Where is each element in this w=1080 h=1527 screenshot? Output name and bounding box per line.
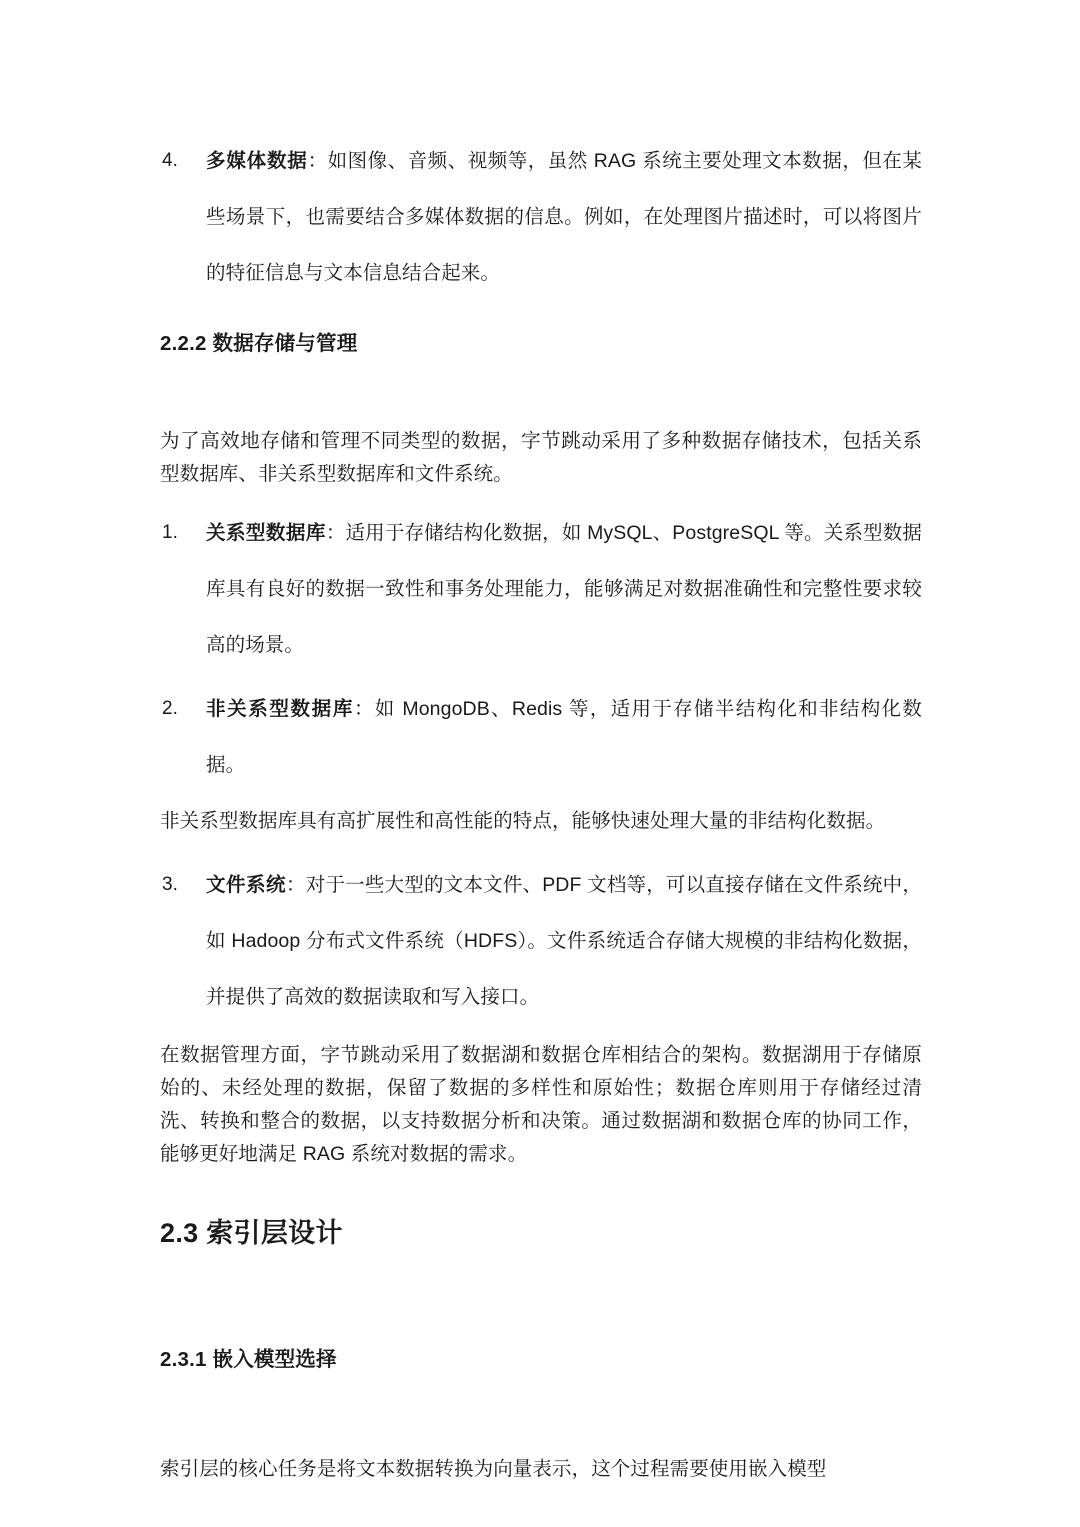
spacer: [160, 359, 922, 425]
top-spacer: [160, 0, 922, 133]
list-item: [160, 857, 922, 1025]
heading-2-3: 2.3 索引层设计: [160, 1218, 343, 1248]
list-item-term-3: 文件系统: [206, 874, 287, 896]
list-item-body-4: ：如图像、音频、视频等，虽然 RAG 系统主要处理文本数据，但在某些场景下，也需要结合多媒体数据的信息。例如，在处理图片描述时，可以将图片的特征信息与文本信息结合起来。: [206, 150, 922, 284]
list-item: [160, 681, 922, 793]
list-marker-1: 1.: [162, 522, 179, 543]
list-item: [160, 505, 922, 673]
list-item-term-4: 多媒体数据: [206, 150, 308, 172]
list-item: [160, 133, 922, 301]
spacer: [160, 849, 922, 857]
list-item-body-1: ：适用于存储结构化数据，如 MySQL、PostgreSQL 等。关系型数据库具有良好的数据一致性和事务处理能力，能够满足对数据准确性和完整性要求较高的场景。: [206, 522, 922, 656]
heading-2-3-1: 2.3.1 嵌入模型选择: [160, 1348, 337, 1371]
list-item-body-2: ：如 MongoDB、Redis 等，适用于存储半结构化和非结构化数据。: [206, 698, 922, 776]
list-item-body-3: ：对于一些大型的文本文件、PDF 文档等，可以直接存储在文件系统中，如 Hadoop 分布式文件系统（HDFS）。文件系统适合存储大规模的非结构化数据，并提供了高效的数据读取和写入接口。: [206, 874, 922, 1008]
spacer: [160, 673, 922, 681]
spacer: [160, 1375, 922, 1435]
list-marker-3: 3.: [162, 874, 179, 895]
paragraph-storage-intro: 为了高效地存储和管理不同类型的数据，字节跳动采用了多种数据存储技术，包括关系型数据库、非关系型数据库和文件系统。: [160, 430, 922, 485]
paragraph-index-intro: 索引层的核心任务是将文本数据转换为向量表示，这个过程需要使用嵌入模型: [160, 1458, 827, 1480]
list-marker-2: 2.: [162, 698, 179, 719]
spacer: [160, 1251, 922, 1311]
document-content: [160, 0, 922, 1486]
spacer: [160, 1171, 922, 1215]
list-item-term-2: 非关系型数据库: [206, 698, 354, 720]
spacer: [160, 1025, 922, 1039]
spacer: [160, 491, 922, 505]
spacer: [160, 301, 922, 329]
spacer: [160, 1311, 922, 1345]
paragraph-data-management: 在数据管理方面，字节跳动采用了数据湖和数据仓库相结合的架构。数据湖用于存储原始的、未经处理的数据，保留了数据的多样性和原始性；数据仓库则用于存储经过清洗、转换和整合的数据，以支持数据分析和决策。通过数据湖和数据仓库的协同工作，能够更好地满足 RAG 系统对数据的需求。: [160, 1044, 922, 1165]
list-item-term-1: 关系型数据库: [206, 522, 326, 544]
spacer: [160, 1435, 922, 1453]
list-marker-4: 4.: [162, 150, 179, 171]
heading-2-2-2: 2.2.2 数据存储与管理: [160, 332, 358, 355]
paragraph-list-item-2-continued: 非关系型数据库具有高扩展性和高性能的特点，能够快速处理大量的非结构化数据。: [160, 810, 886, 832]
